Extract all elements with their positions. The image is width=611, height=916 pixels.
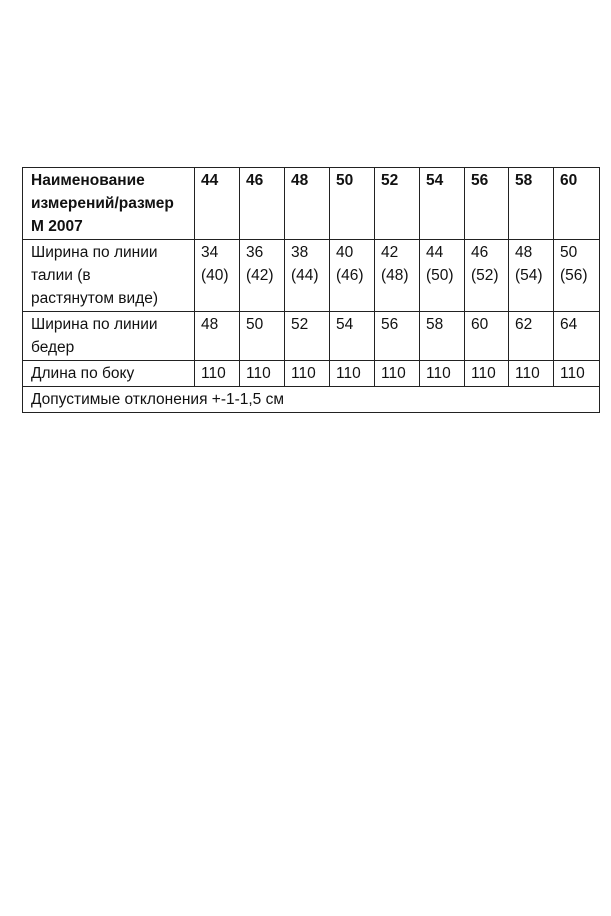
value-cell: 110 xyxy=(509,361,554,387)
value-cell xyxy=(285,240,330,312)
value-main: 48 xyxy=(515,244,533,261)
value-main: 46 xyxy=(471,244,489,261)
value-cell: 110 xyxy=(420,361,465,387)
size-header-cell: 46 xyxy=(240,168,285,240)
tolerance-note: Допустимые отклонения +-1-1,5 см xyxy=(23,387,600,413)
value-cell: 110 xyxy=(330,361,375,387)
size-header-cell: 44 xyxy=(195,168,240,240)
value-cell: 48 xyxy=(195,312,240,361)
value-main: 38 xyxy=(291,244,309,261)
size-header-cell: 48 xyxy=(285,168,330,240)
row-label-cell xyxy=(23,240,195,312)
value-cell: 110 xyxy=(240,361,285,387)
value-alt: (56) xyxy=(560,267,588,284)
value-alt: (44) xyxy=(291,267,319,284)
value-main: 44 xyxy=(426,244,444,261)
table-row xyxy=(23,240,600,312)
row-label-cell xyxy=(23,361,195,387)
row-label-line: Длина по боку xyxy=(31,365,135,382)
value-cell: 60 xyxy=(465,312,509,361)
value-cell: 110 xyxy=(285,361,330,387)
value-main: 42 xyxy=(381,244,399,261)
value-cell xyxy=(375,240,420,312)
table-row xyxy=(23,361,600,387)
size-header-cell: 58 xyxy=(509,168,554,240)
size-chart-table xyxy=(22,167,600,413)
value-main: 50 xyxy=(560,244,578,261)
value-alt: (48) xyxy=(381,267,409,284)
value-cell xyxy=(195,240,240,312)
value-cell: 110 xyxy=(195,361,240,387)
row-label-line: бедер xyxy=(31,339,75,356)
value-cell xyxy=(240,240,285,312)
value-main: 36 xyxy=(246,244,264,261)
row-label-line: растянутом виде) xyxy=(31,290,159,307)
row-label-line: Ширина по линии xyxy=(31,244,158,261)
value-alt: (42) xyxy=(246,267,274,284)
value-main: 34 xyxy=(201,244,219,261)
row-label-cell xyxy=(23,312,195,361)
value-cell xyxy=(330,240,375,312)
value-alt: (46) xyxy=(336,267,364,284)
value-cell xyxy=(554,240,600,312)
header-row xyxy=(23,168,600,240)
size-header-cell: 56 xyxy=(465,168,509,240)
header-label-line: М 2007 xyxy=(31,218,83,235)
value-cell: 52 xyxy=(285,312,330,361)
value-cell: 50 xyxy=(240,312,285,361)
size-header-cell: 50 xyxy=(330,168,375,240)
row-label-line: талии (в xyxy=(31,267,91,284)
row-label-line: Ширина по линии xyxy=(31,316,158,333)
header-label-line: измерений/размер xyxy=(31,195,174,212)
table-row xyxy=(23,312,600,361)
value-cell: 110 xyxy=(375,361,420,387)
header-label-cell xyxy=(23,168,195,240)
header-label-line: Наименование xyxy=(31,172,145,189)
value-cell xyxy=(465,240,509,312)
value-alt: (54) xyxy=(515,267,543,284)
note-row xyxy=(23,387,600,413)
value-alt: (40) xyxy=(201,267,229,284)
value-cell: 54 xyxy=(330,312,375,361)
size-header-cell: 60 xyxy=(554,168,600,240)
value-cell: 56 xyxy=(375,312,420,361)
value-alt: (52) xyxy=(471,267,499,284)
value-cell: 64 xyxy=(554,312,600,361)
value-cell: 58 xyxy=(420,312,465,361)
value-alt: (50) xyxy=(426,267,454,284)
size-header-cell: 54 xyxy=(420,168,465,240)
value-cell xyxy=(420,240,465,312)
value-cell: 110 xyxy=(465,361,509,387)
value-cell: 110 xyxy=(554,361,600,387)
value-cell xyxy=(509,240,554,312)
value-main: 40 xyxy=(336,244,354,261)
size-header-cell: 52 xyxy=(375,168,420,240)
value-cell: 62 xyxy=(509,312,554,361)
